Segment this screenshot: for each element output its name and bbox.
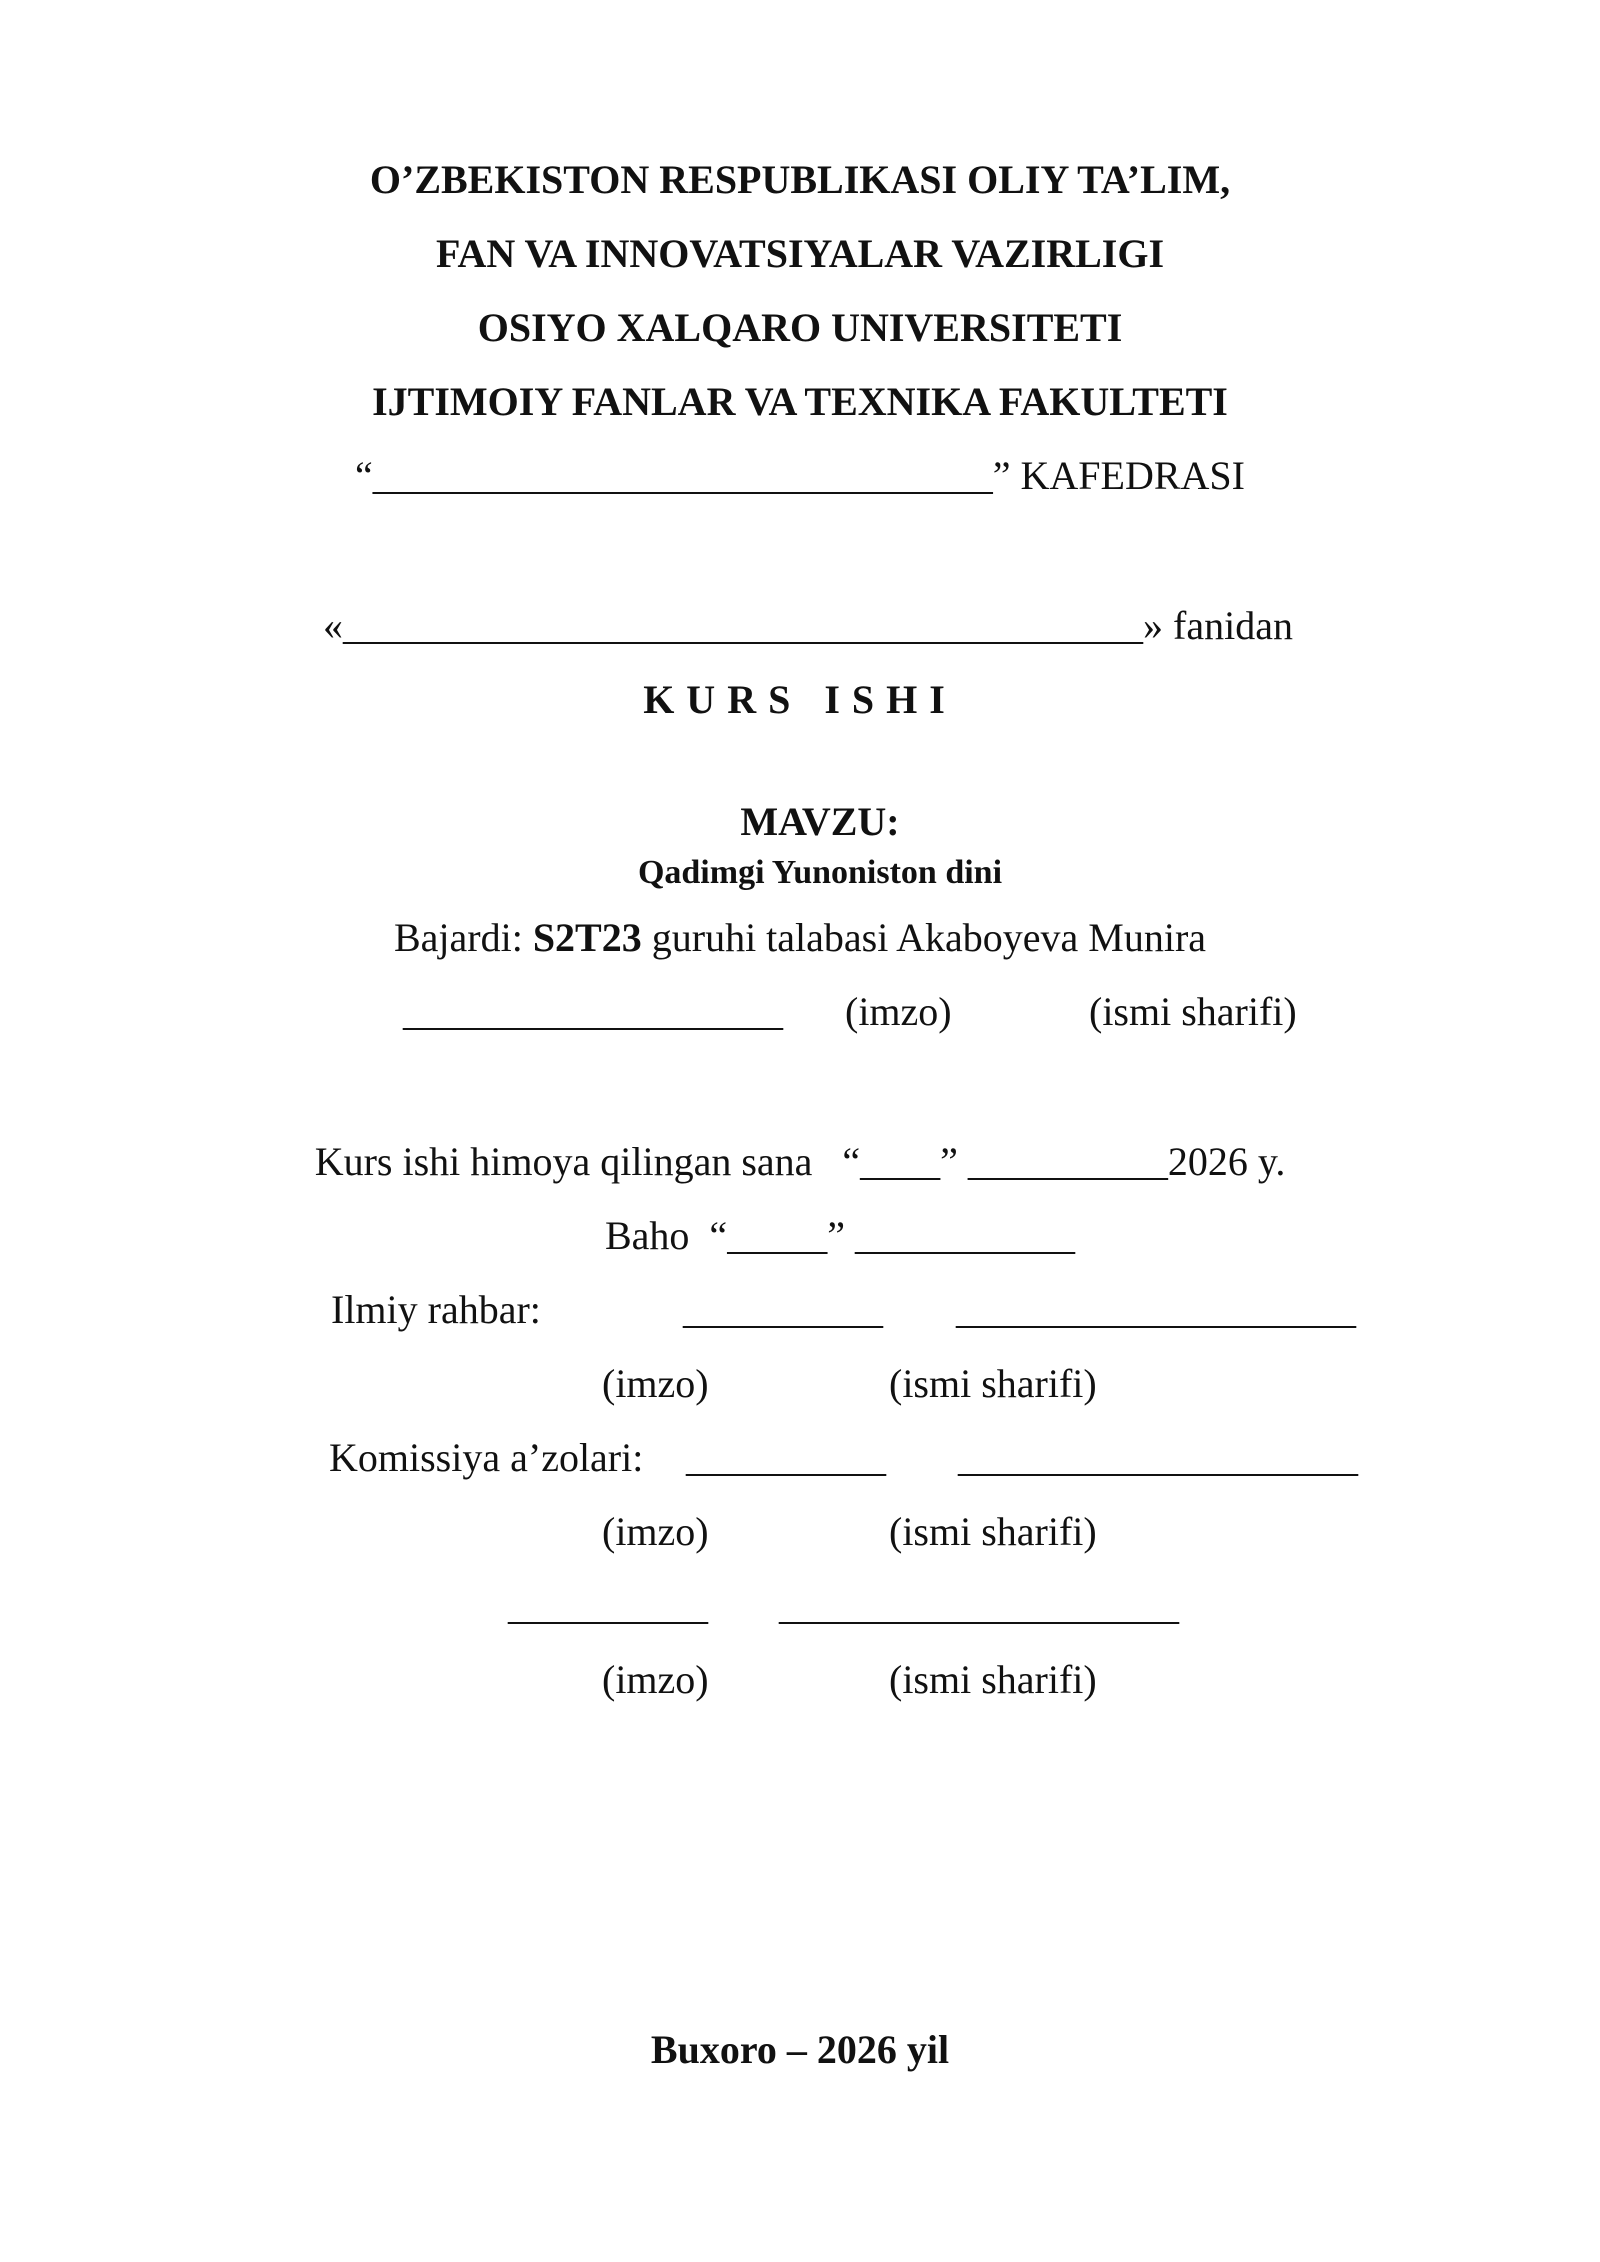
- mavzu-value: Qadimgi Yunoniston dini: [637, 854, 1003, 891]
- grade-line: Baho “_____” ___________: [605, 1213, 1075, 1258]
- subject-line: «________________________________________» fanidan: [323, 603, 1293, 648]
- department-line: “_______________________________” KAFEDRASI: [355, 453, 1245, 498]
- supervisor-label: Ilmiy rahbar:: [331, 1287, 541, 1332]
- performer-imzo-label: (imzo): [845, 989, 952, 1034]
- performer-line: [0, 914, 1600, 962]
- commission-label: Komissiya a’zolari:: [329, 1435, 644, 1480]
- commission-sign-blank-2: __________: [508, 1583, 708, 1628]
- commission-name-blank-2: ____________________: [779, 1583, 1179, 1628]
- performer-signature-blank: ___________________: [403, 989, 783, 1034]
- defense-date-line: Kurs ishi himoya qilingan sana “____” __________2026 y.: [314, 1139, 1286, 1184]
- ministry-line-1: O’ZBEKISTON RESPUBLIKASI OLIY TA’LIM,: [369, 157, 1231, 202]
- university-name: OSIYO XALQARO UNIVERSITETI: [477, 305, 1123, 350]
- supervisor-name-blank: ____________________: [956, 1287, 1356, 1332]
- commission-name-label-2: (ismi sharifi): [889, 1657, 1097, 1702]
- supervisor-imzo-label: (imzo): [602, 1361, 709, 1406]
- commission-name-label: (ismi sharifi): [889, 1509, 1097, 1554]
- performer-name-label: (ismi sharifi): [1089, 989, 1297, 1034]
- commission-imzo-label: (imzo): [602, 1509, 709, 1554]
- ministry-line-2: FAN VA INNOVATSIYALAR VAZIRLIGI: [435, 231, 1165, 276]
- performer-prefix: Bajardi:: [393, 915, 533, 960]
- kurs-ishi-title: KURS ISHI: [643, 677, 957, 722]
- supervisor-name-label: (ismi sharifi): [889, 1361, 1097, 1406]
- commission-sign-blank: __________: [686, 1435, 886, 1480]
- supervisor-sign-blank: __________: [683, 1287, 883, 1332]
- commission-imzo-label-2: (imzo): [602, 1657, 709, 1702]
- performer-group: S2T23: [532, 915, 642, 960]
- mavzu-label: MAVZU:: [740, 799, 900, 844]
- performer-rest: guruhi talabasi Akaboyeva Munira: [641, 915, 1207, 960]
- commission-name-blank: ____________________: [958, 1435, 1358, 1480]
- faculty-name: IJTIMOIY FANLAR VA TEXNIKA FAKULTETI: [372, 379, 1228, 424]
- city-year: Buxoro – 2026 yil: [650, 2027, 950, 2072]
